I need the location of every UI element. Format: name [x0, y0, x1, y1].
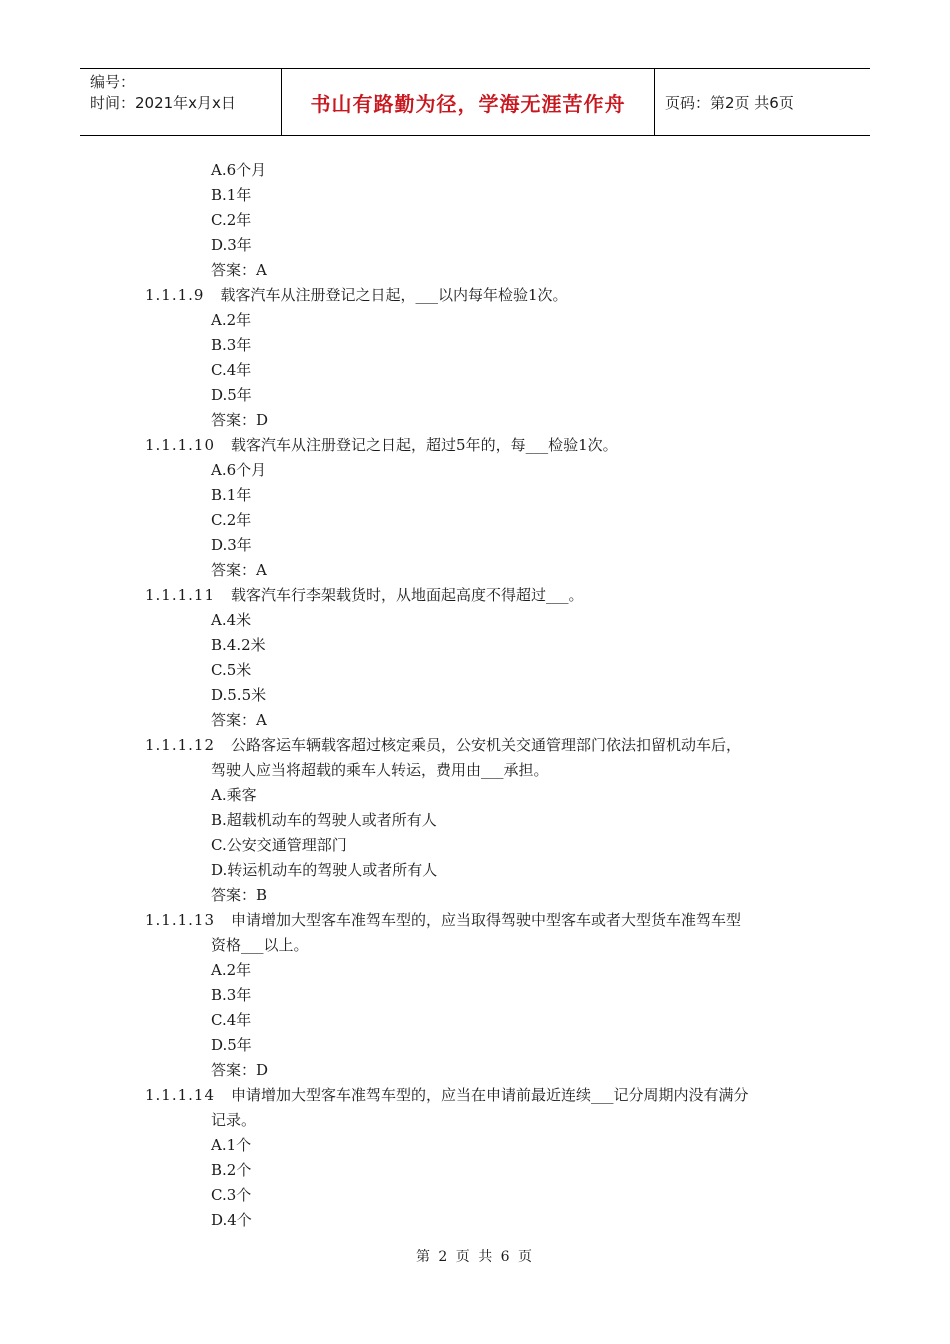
answer-option: A.4米: [211, 611, 252, 629]
answer-key: 答案：D: [211, 1061, 269, 1079]
answer-option: C.3个: [211, 1186, 252, 1204]
question-number: 1.1.1.9: [145, 286, 205, 304]
question-text-continued: 记录。: [211, 1111, 257, 1129]
answer-option: A.6个月: [211, 161, 267, 179]
answer-option: B.1年: [211, 486, 252, 504]
answer-option: A.2年: [211, 311, 252, 329]
answer-option: C.4年: [211, 1011, 252, 1029]
answer-option: D.5年: [211, 1036, 252, 1054]
answer-key: 答案：D: [211, 411, 269, 429]
answer-option: B.4.2米: [211, 636, 266, 654]
question-text: 载客汽车从注册登记之日起，超过5年的，每___检验1次。: [231, 436, 618, 454]
answer-option: D.3年: [211, 236, 252, 254]
serial-label: 编号：: [90, 73, 136, 91]
question-text: 载客汽车行李架载货时，从地面起高度不得超过___。: [231, 586, 584, 604]
question-text: 申请增加大型客车准驾车型的，应当取得驾驶中型客车或者大型货车准驾车型: [231, 911, 742, 929]
question-stem: [0, 283, 950, 308]
answer-option: C.5米: [211, 661, 252, 679]
header-page-info: 页码：第2页 共6页: [665, 93, 794, 112]
answer-option: D.4个: [211, 1211, 252, 1229]
page-footer: 第 2 页 共 6 页: [415, 1249, 535, 1265]
question-number: 1.1.1.14: [145, 1086, 216, 1104]
time-label: 时间：2021年x月x日: [90, 94, 236, 112]
answer-option: B.3年: [211, 986, 252, 1004]
question-list: [0, 158, 950, 1233]
question-text: 公路客运车辆载客超过核定乘员，公安机关交通管理部门依法扣留机动车后，: [231, 736, 742, 754]
question-number: 1.1.1.11: [145, 586, 216, 604]
answer-key: 答案：B: [211, 886, 268, 904]
answer-option: B.2个: [211, 1161, 252, 1179]
question-stem: [0, 583, 950, 608]
answer-option: B.1年: [211, 186, 252, 204]
question-stem: [0, 908, 950, 933]
question-stem: [0, 1083, 950, 1108]
answer-option: A.1个: [211, 1136, 252, 1154]
answer-option: D.5.5米: [211, 686, 267, 704]
answer-option: B.3年: [211, 336, 252, 354]
answer-option: D.转运机动车的驾驶人或者所有人: [211, 861, 438, 879]
answer-option: C.4年: [211, 361, 252, 379]
header-meta: [80, 69, 282, 135]
answer-option: A.2年: [211, 961, 252, 979]
question-number: 1.1.1.10: [145, 436, 216, 454]
question-number: 1.1.1.12: [145, 736, 216, 754]
question-number: 1.1.1.13: [145, 911, 216, 929]
question-text-continued: 驾驶人应当将超载的乘车人转运，费用由___承担。: [211, 761, 549, 779]
answer-key: 答案：A: [211, 711, 267, 729]
question-stem: [0, 433, 950, 458]
page-header: [80, 68, 870, 136]
answer-option: C.公安交通管理部门: [211, 836, 347, 854]
header-motto: 书山有路勤为径，学海无涯苦作舟: [282, 69, 655, 135]
question-stem: [0, 733, 950, 758]
answer-option: C.2年: [211, 211, 252, 229]
answer-option: A.乘客: [211, 786, 257, 804]
question-text: 载客汽车从注册登记之日起，___以内每年检验1次。: [220, 286, 568, 304]
answer-option: C.2年: [211, 511, 252, 529]
answer-option: D.3年: [211, 536, 252, 554]
question-text-continued: 资格___以上。: [211, 936, 309, 954]
answer-key: 答案：A: [211, 261, 267, 279]
question-text: 申请增加大型客车准驾车型的，应当在申请前最近连续___记分周期内没有满分: [231, 1086, 749, 1104]
answer-key: 答案：A: [211, 561, 267, 579]
answer-option: A.6个月: [211, 461, 267, 479]
answer-option: B.超载机动车的驾驶人或者所有人: [211, 811, 437, 829]
answer-option: D.5年: [211, 386, 252, 404]
